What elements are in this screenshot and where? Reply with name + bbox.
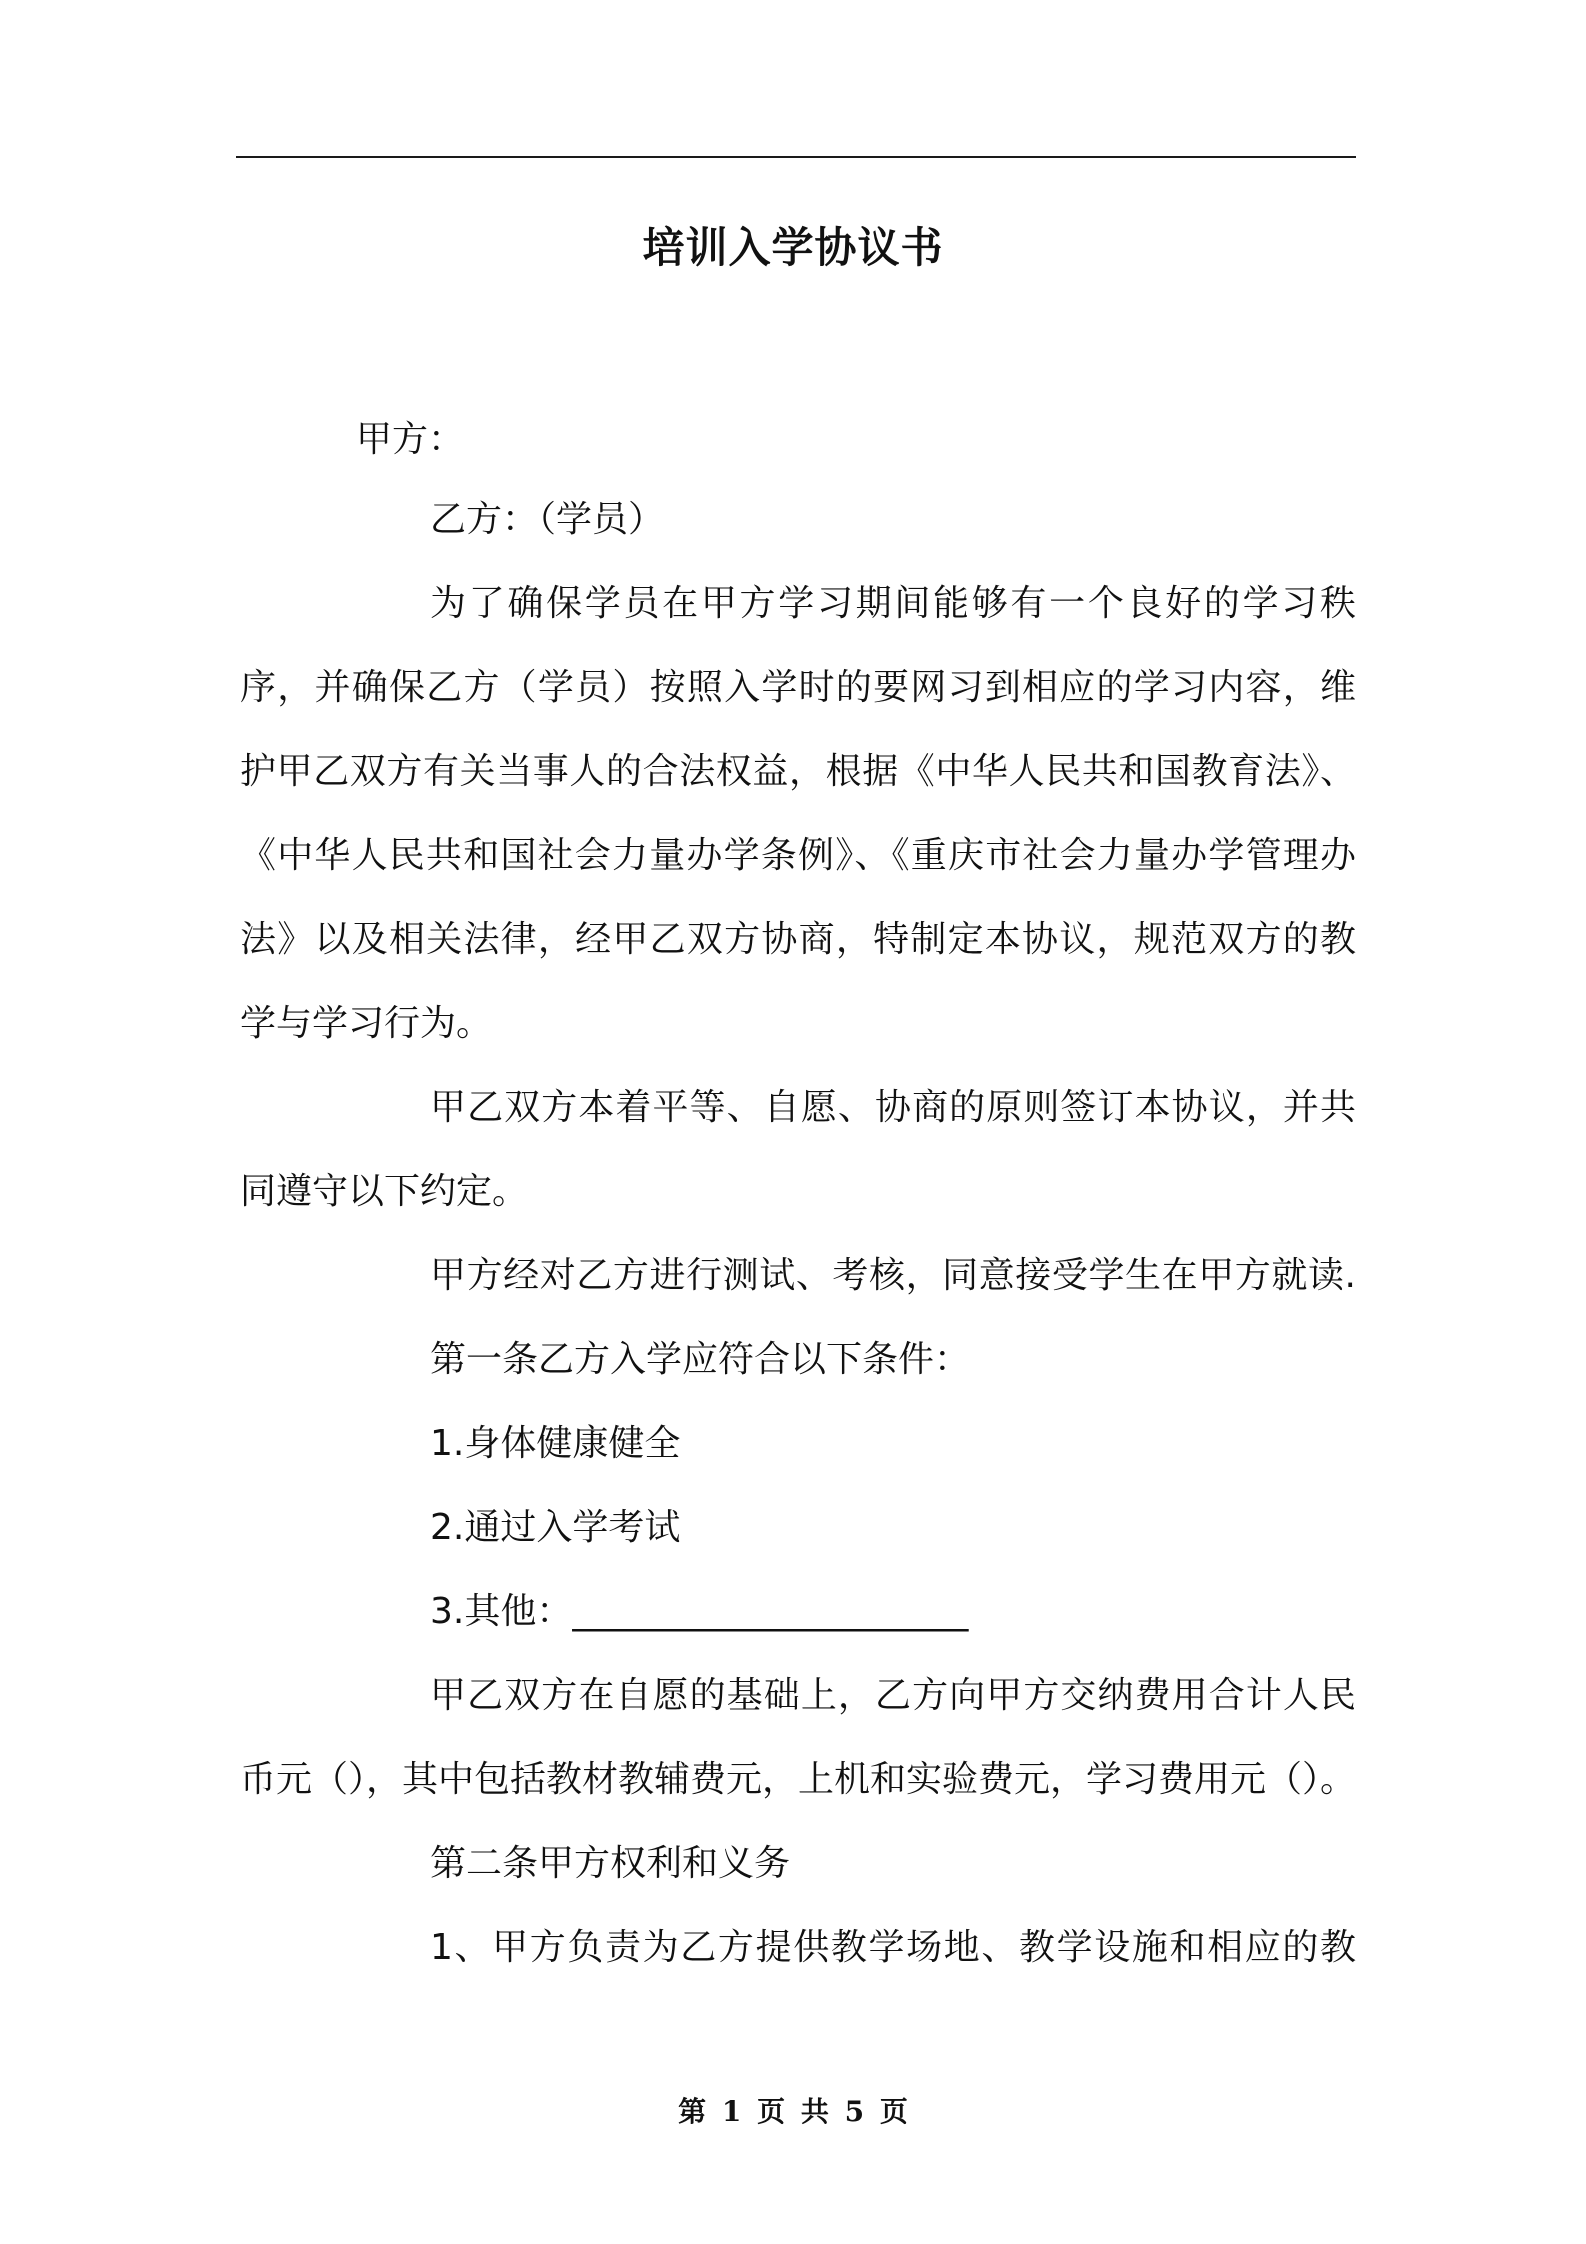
- principle-line-2: 同遵守以下约定。: [240, 1171, 529, 1212]
- article-2-title: 第二条甲方权利和义务: [430, 1843, 791, 1884]
- party-a-label: 甲方：: [356, 419, 465, 460]
- article-2-item-1: 1、甲方负责为乙方提供教学场地、教学设施和相应的教: [430, 1927, 1356, 1968]
- condition-item-3: 3.其他：______________________: [430, 1591, 969, 1632]
- principle-line-1: 甲乙双方本着平等、自愿、协商的原则签订本协议，并共: [430, 1087, 1356, 1128]
- intro-line-3: 护甲乙双方有关当事人的合法权益，根据《中华人民共和国教育法》、: [240, 751, 1356, 792]
- acceptance-paragraph: 甲方经对乙方进行测试、考核，同意接受学生在甲方就读.: [430, 1255, 1356, 1296]
- condition-item-2: 2.通过入学考试: [430, 1507, 681, 1548]
- fees-line-2: 币元（），其中包括教材教辅费元，上机和实验费元，学习费用元（）。: [240, 1759, 1357, 1800]
- document-title: 培训入学协议书: [642, 223, 944, 272]
- intro-line-6: 学与学习行为。: [240, 1003, 493, 1044]
- condition-item-1: 1.身体健康健全: [430, 1423, 681, 1464]
- intro-line-4: 《中华人民共和国社会力量办学条例》、《重庆市社会力量办学管理办: [240, 835, 1356, 876]
- intro-line-5: 法》以及相关法律，经甲乙双方协商，特制定本协议，规范双方的教: [240, 919, 1356, 960]
- party-b-label: 乙方：（学员）: [430, 499, 665, 540]
- intro-line-2: 序，并确保乙方（学员）按照入学时的要网习到相应的学习内容，维: [240, 667, 1356, 708]
- header-rule: [236, 156, 1356, 158]
- intro-line-1: 为了确保学员在甲方学习期间能够有一个良好的学习秩: [430, 583, 1356, 624]
- fees-line-1: 甲乙双方在自愿的基础上，乙方向甲方交纳费用合计人民: [430, 1675, 1356, 1716]
- article-1-title: 第一条乙方入学应符合以下条件：: [430, 1339, 971, 1380]
- page-number: 第 1 页 共 5 页: [678, 2095, 908, 2128]
